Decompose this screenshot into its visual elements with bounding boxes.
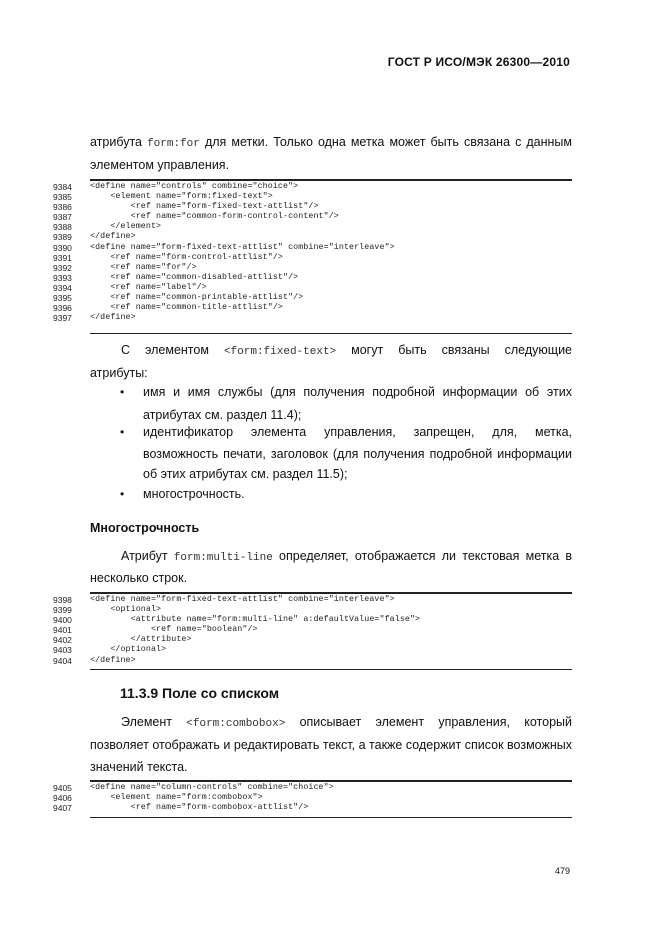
- text: определяет, отображается ли текстовая метка в: [272, 549, 572, 563]
- bullet-marker: •: [120, 487, 125, 501]
- code-text: <ref name="boolean"/>: [90, 625, 258, 635]
- code-text: <optional>: [90, 605, 162, 615]
- page-number: 479: [554, 866, 570, 876]
- code-line: [0, 656, 600, 666]
- code-line: [0, 182, 600, 192]
- paragraph-form-for-line1: [90, 131, 572, 156]
- code-line: [0, 202, 600, 212]
- line-number: 9396: [53, 303, 72, 314]
- text: С элементом: [121, 343, 224, 357]
- code-bottom-rule: [90, 669, 572, 670]
- line-number: 9385: [53, 192, 72, 203]
- line-number: 9403: [53, 645, 72, 656]
- line-number: 9391: [53, 252, 72, 263]
- bullet-1-line2: атрибутах см. раздел 11.4);: [143, 408, 302, 422]
- line-number: 9405: [53, 783, 72, 793]
- code-line: [0, 793, 600, 803]
- code-text: </optional>: [90, 645, 167, 655]
- code-line: [0, 783, 600, 793]
- code-line: [0, 615, 600, 625]
- code-line: [0, 263, 600, 273]
- text: описывает элемент управления, который: [285, 715, 572, 729]
- text: Элемент: [121, 715, 187, 729]
- code-line: [0, 803, 600, 813]
- paragraph-form-for-line2: элементом управления.: [90, 158, 230, 172]
- line-number: 9388: [53, 222, 72, 233]
- code-block-multiline: [0, 595, 600, 666]
- bullet-2-line3: об этих атрибутах см. раздел 11.5);: [143, 467, 348, 481]
- code-text: </define>: [90, 655, 136, 665]
- line-number: 9384: [53, 182, 72, 192]
- bullet-marker: •: [120, 385, 125, 399]
- section-heading: 11.3.9 Поле со списком: [120, 685, 280, 701]
- code-text: <ref name="common-form-control-content"/>: [90, 212, 339, 222]
- line-number: 9398: [53, 595, 72, 605]
- line-number: 9390: [53, 242, 72, 253]
- line-number: 9401: [53, 625, 72, 636]
- text: атрибута: [90, 135, 148, 149]
- line-number: 9386: [53, 202, 72, 213]
- bullet-2-line1: идентификатор элемента управления, запрещен, для, метка,: [143, 425, 572, 439]
- code-line: [0, 303, 600, 313]
- line-number: 9402: [53, 635, 72, 646]
- page-header: ГОСТ Р ИСО/МЭК 26300—2010: [387, 55, 570, 69]
- line-number: 9393: [53, 272, 72, 283]
- code-line: [0, 283, 600, 293]
- code-text: <ref name="common-disabled-attlist"/>: [90, 272, 299, 282]
- code-line: [0, 253, 600, 263]
- code-line: [0, 313, 600, 323]
- code-text: <ref name="form-control-attlist"/>: [90, 252, 283, 262]
- code-text: <element name="form:fixed-text">: [90, 192, 273, 202]
- code-top-rule: [90, 592, 572, 594]
- line-number: 9397: [53, 313, 72, 324]
- code-line: [0, 222, 600, 232]
- code-text: <define name="column-controls" combine="choice">: [90, 783, 334, 792]
- line-number: 9389: [53, 232, 72, 243]
- code-text: <define name="form-fixed-text-attlist" combine="interleave">: [90, 595, 395, 604]
- line-number: 9407: [53, 803, 72, 814]
- code-text: </element>: [90, 222, 162, 232]
- code-line: [0, 605, 600, 615]
- code-text: <define name="form-fixed-text-attlist" combine="interleave">: [90, 242, 395, 252]
- subheading-multiline: Многострочность: [90, 521, 200, 535]
- code-block-fixed-text: [0, 182, 600, 323]
- code-line: [0, 192, 600, 202]
- code-text: </attribute>: [90, 635, 192, 645]
- code-text: <define name="controls" combine="choice">: [90, 182, 299, 191]
- text: для метки. Только одна метка может быть связана с данным: [199, 135, 573, 149]
- line-number: 9387: [53, 212, 72, 223]
- paragraph-fixed-text-line1: [90, 339, 572, 364]
- text: могут быть связаны следующие: [336, 343, 572, 357]
- code-line: [0, 243, 600, 253]
- code-line: [0, 595, 600, 605]
- code-line: [0, 645, 600, 655]
- code-top-rule: [90, 179, 572, 181]
- bullet-marker: •: [120, 425, 125, 439]
- paragraph-fixed-text-line2: атрибуты:: [90, 366, 148, 380]
- code-text: <ref name="for"/>: [90, 262, 197, 272]
- line-number: 9394: [53, 282, 72, 293]
- inline-code: <form:combobox>: [186, 718, 286, 730]
- bullet-2-line2: возможность печати, заголовок (для получения подробной информации: [143, 447, 572, 461]
- code-text: <attribute name="form:multi-line" a:defaultValue="false">: [90, 615, 421, 625]
- inline-code: form:multi-line: [173, 552, 273, 564]
- text: Атрибут: [121, 549, 174, 563]
- code-block-combobox: [0, 783, 600, 813]
- line-number: 9400: [53, 615, 72, 626]
- code-bottom-rule: [90, 333, 572, 334]
- code-text: <ref name="form-combobox-attlist"/>: [90, 803, 309, 813]
- line-number: 9399: [53, 605, 72, 616]
- code-text: </define>: [90, 232, 136, 242]
- bullet-3-line1: многострочность.: [143, 487, 245, 501]
- line-number: 9406: [53, 793, 72, 804]
- code-text: <ref name="label"/>: [90, 282, 207, 292]
- paragraph-combobox-line2: позволяет отображать и редактировать текст, а также содержит список возможных: [90, 738, 572, 752]
- line-number: 9404: [53, 655, 72, 666]
- code-text: <ref name="form-fixed-text-attlist"/>: [90, 202, 319, 212]
- code-text: </define>: [90, 313, 136, 323]
- bullet-1-line1: имя и имя службы (для получения подробной информации об этих: [143, 385, 572, 399]
- code-text: <element name="form:combobox">: [90, 793, 263, 803]
- inline-code: form:for: [147, 138, 200, 150]
- code-line: [0, 293, 600, 303]
- line-number: 9392: [53, 262, 72, 273]
- code-text: <ref name="common-title-attlist"/>: [90, 303, 283, 313]
- paragraph-combobox-line1: [90, 711, 572, 736]
- code-line: [0, 635, 600, 645]
- code-top-rule: [90, 780, 572, 782]
- code-line: [0, 232, 600, 242]
- code-line: [0, 273, 600, 283]
- code-text: <ref name="common-printable-attlist"/>: [90, 293, 304, 303]
- code-bottom-rule: [90, 817, 572, 818]
- line-number: 9395: [53, 293, 72, 304]
- code-line: [0, 625, 600, 635]
- code-line: [0, 212, 600, 222]
- paragraph-multiline-line2: несколько строк.: [90, 571, 188, 585]
- paragraph-combobox-line3: значений текста.: [90, 760, 188, 774]
- inline-code: <form:fixed-text>: [223, 346, 337, 358]
